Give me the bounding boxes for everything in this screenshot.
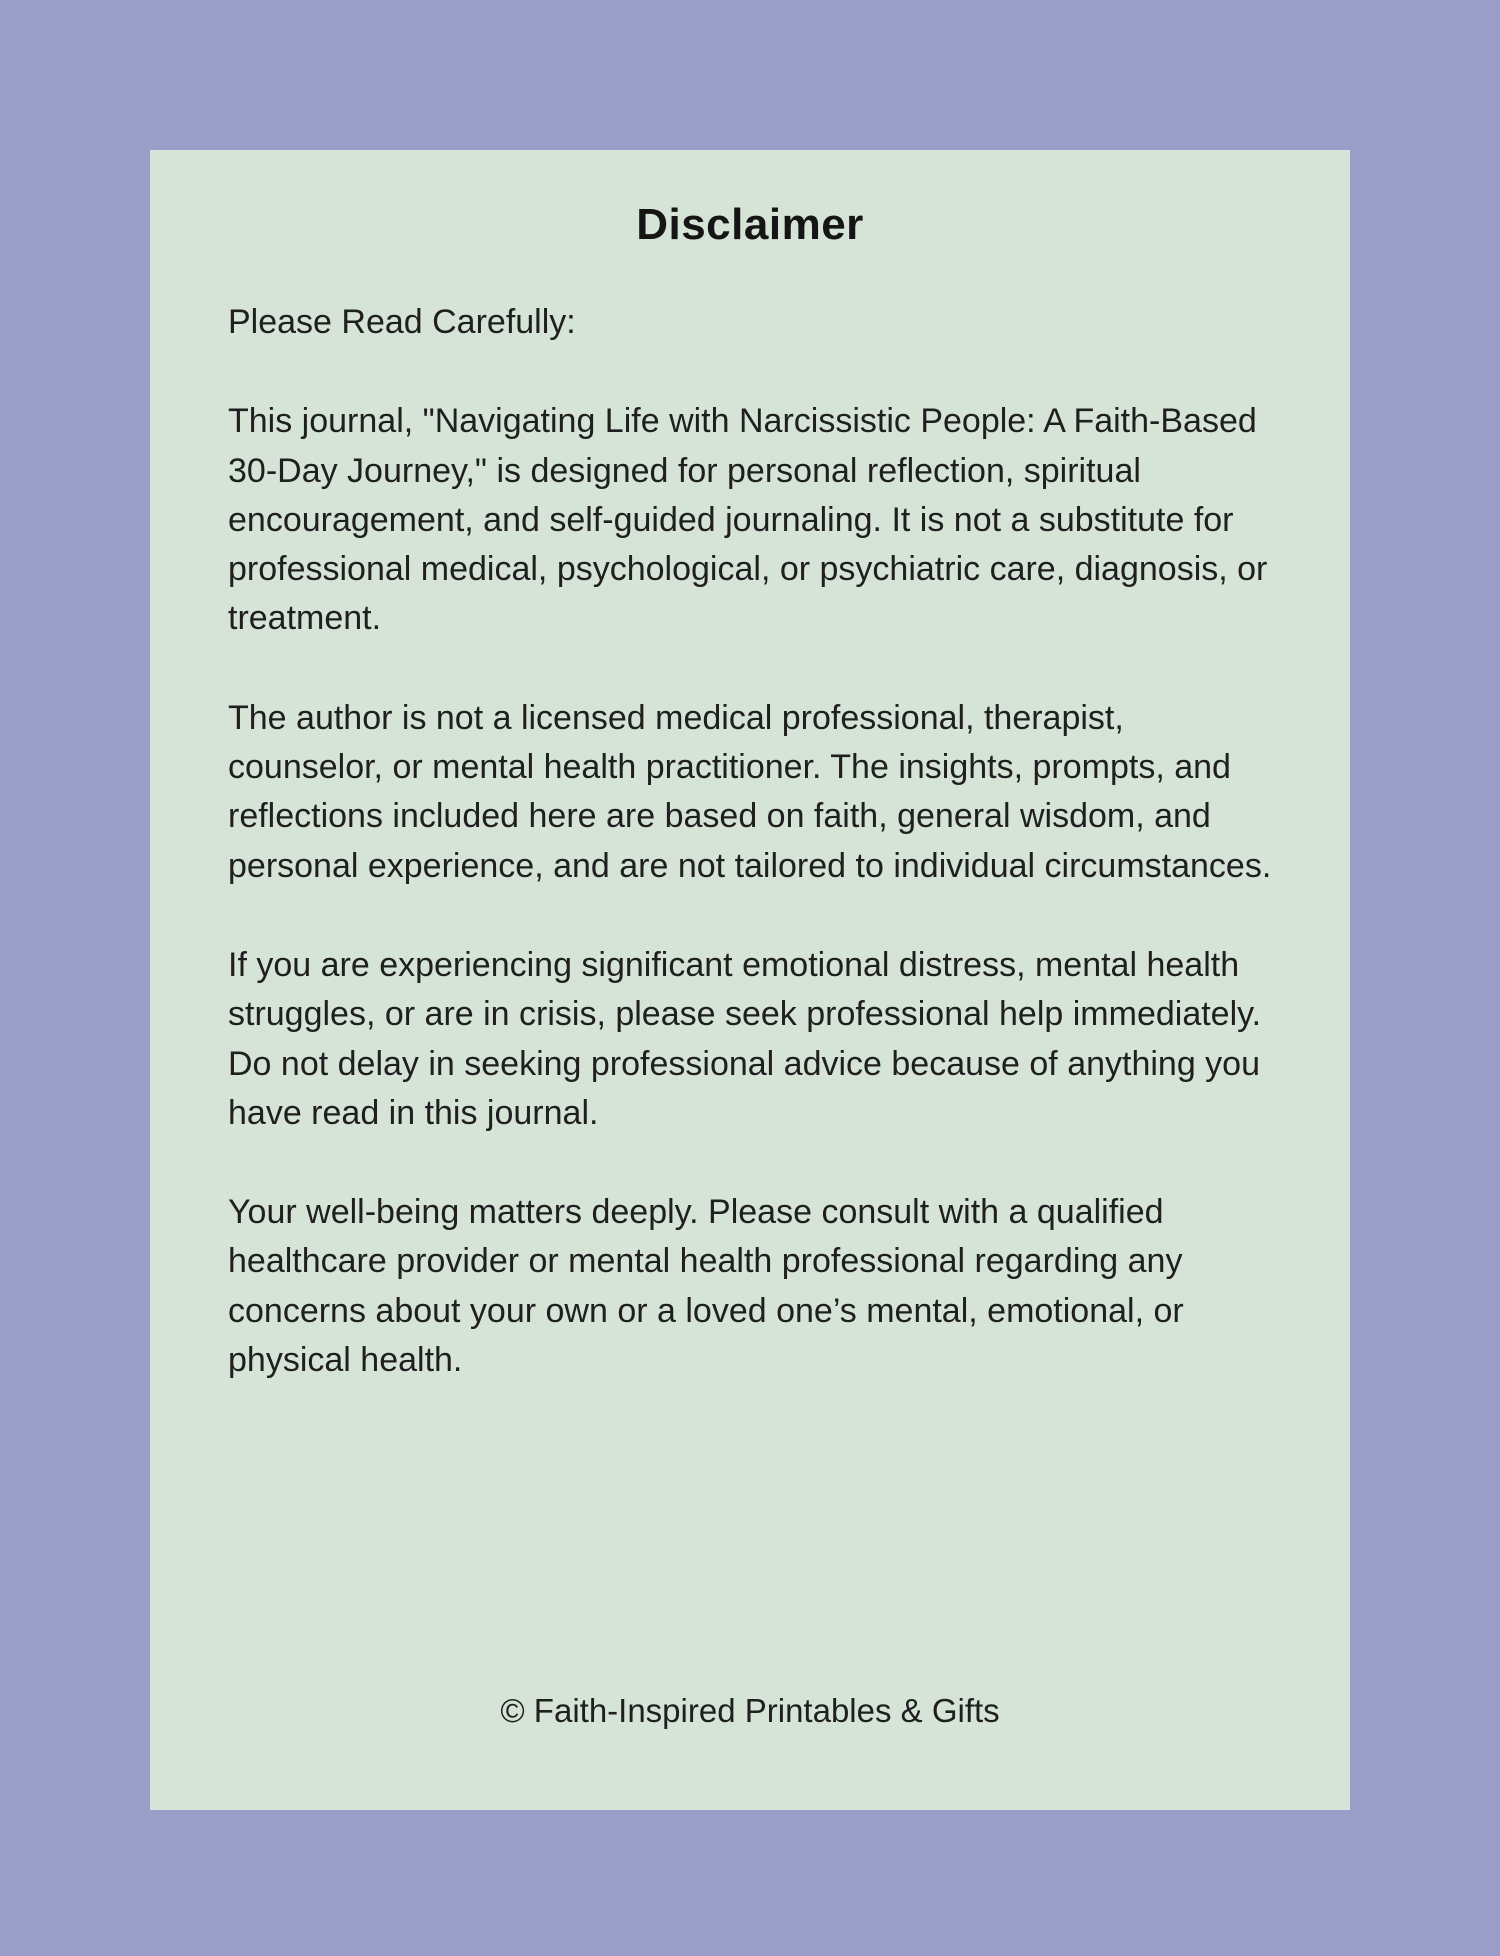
disclaimer-panel xyxy=(150,150,1350,1810)
page-title: Disclaimer xyxy=(636,200,864,249)
disclaimer-paragraph-4: Your well-being matters deeply. Please consult with a qualified healthcare provider or mental health professional regarding any concerns about your own or a loved one’s mental, emotional, or physical health. xyxy=(228,1193,1184,1380)
intro-line: Please Read Carefully: xyxy=(228,303,576,341)
disclaimer-paragraph-2: The author is not a licensed medical professional, therapist, counselor, or mental health practitioner. The insights, prompts, and reflections included here are based on faith, general wisdom, and personal experience, and are not tailored to individual circumstances. xyxy=(228,698,1272,885)
disclaimer-paragraph-1: This journal, "Navigating Life with Narcissistic People: A Faith-Based 30-Day Journey," is designed for personal reflection, spiritual encouragement, and self-guided journaling. It is not a substitute for professional medical, psychological, or psychiatric care, diagnosis, or treatment. xyxy=(228,402,1268,638)
disclaimer-paragraph-3: If you are experiencing significant emotional distress, mental health struggles, or are in crisis, please seek professional help immediately. Do not delay in seeking professional advice because of anything you have read in this journal. xyxy=(228,945,1262,1132)
copyright-footer: © Faith-Inspired Printables & Gifts xyxy=(500,1692,1000,1729)
